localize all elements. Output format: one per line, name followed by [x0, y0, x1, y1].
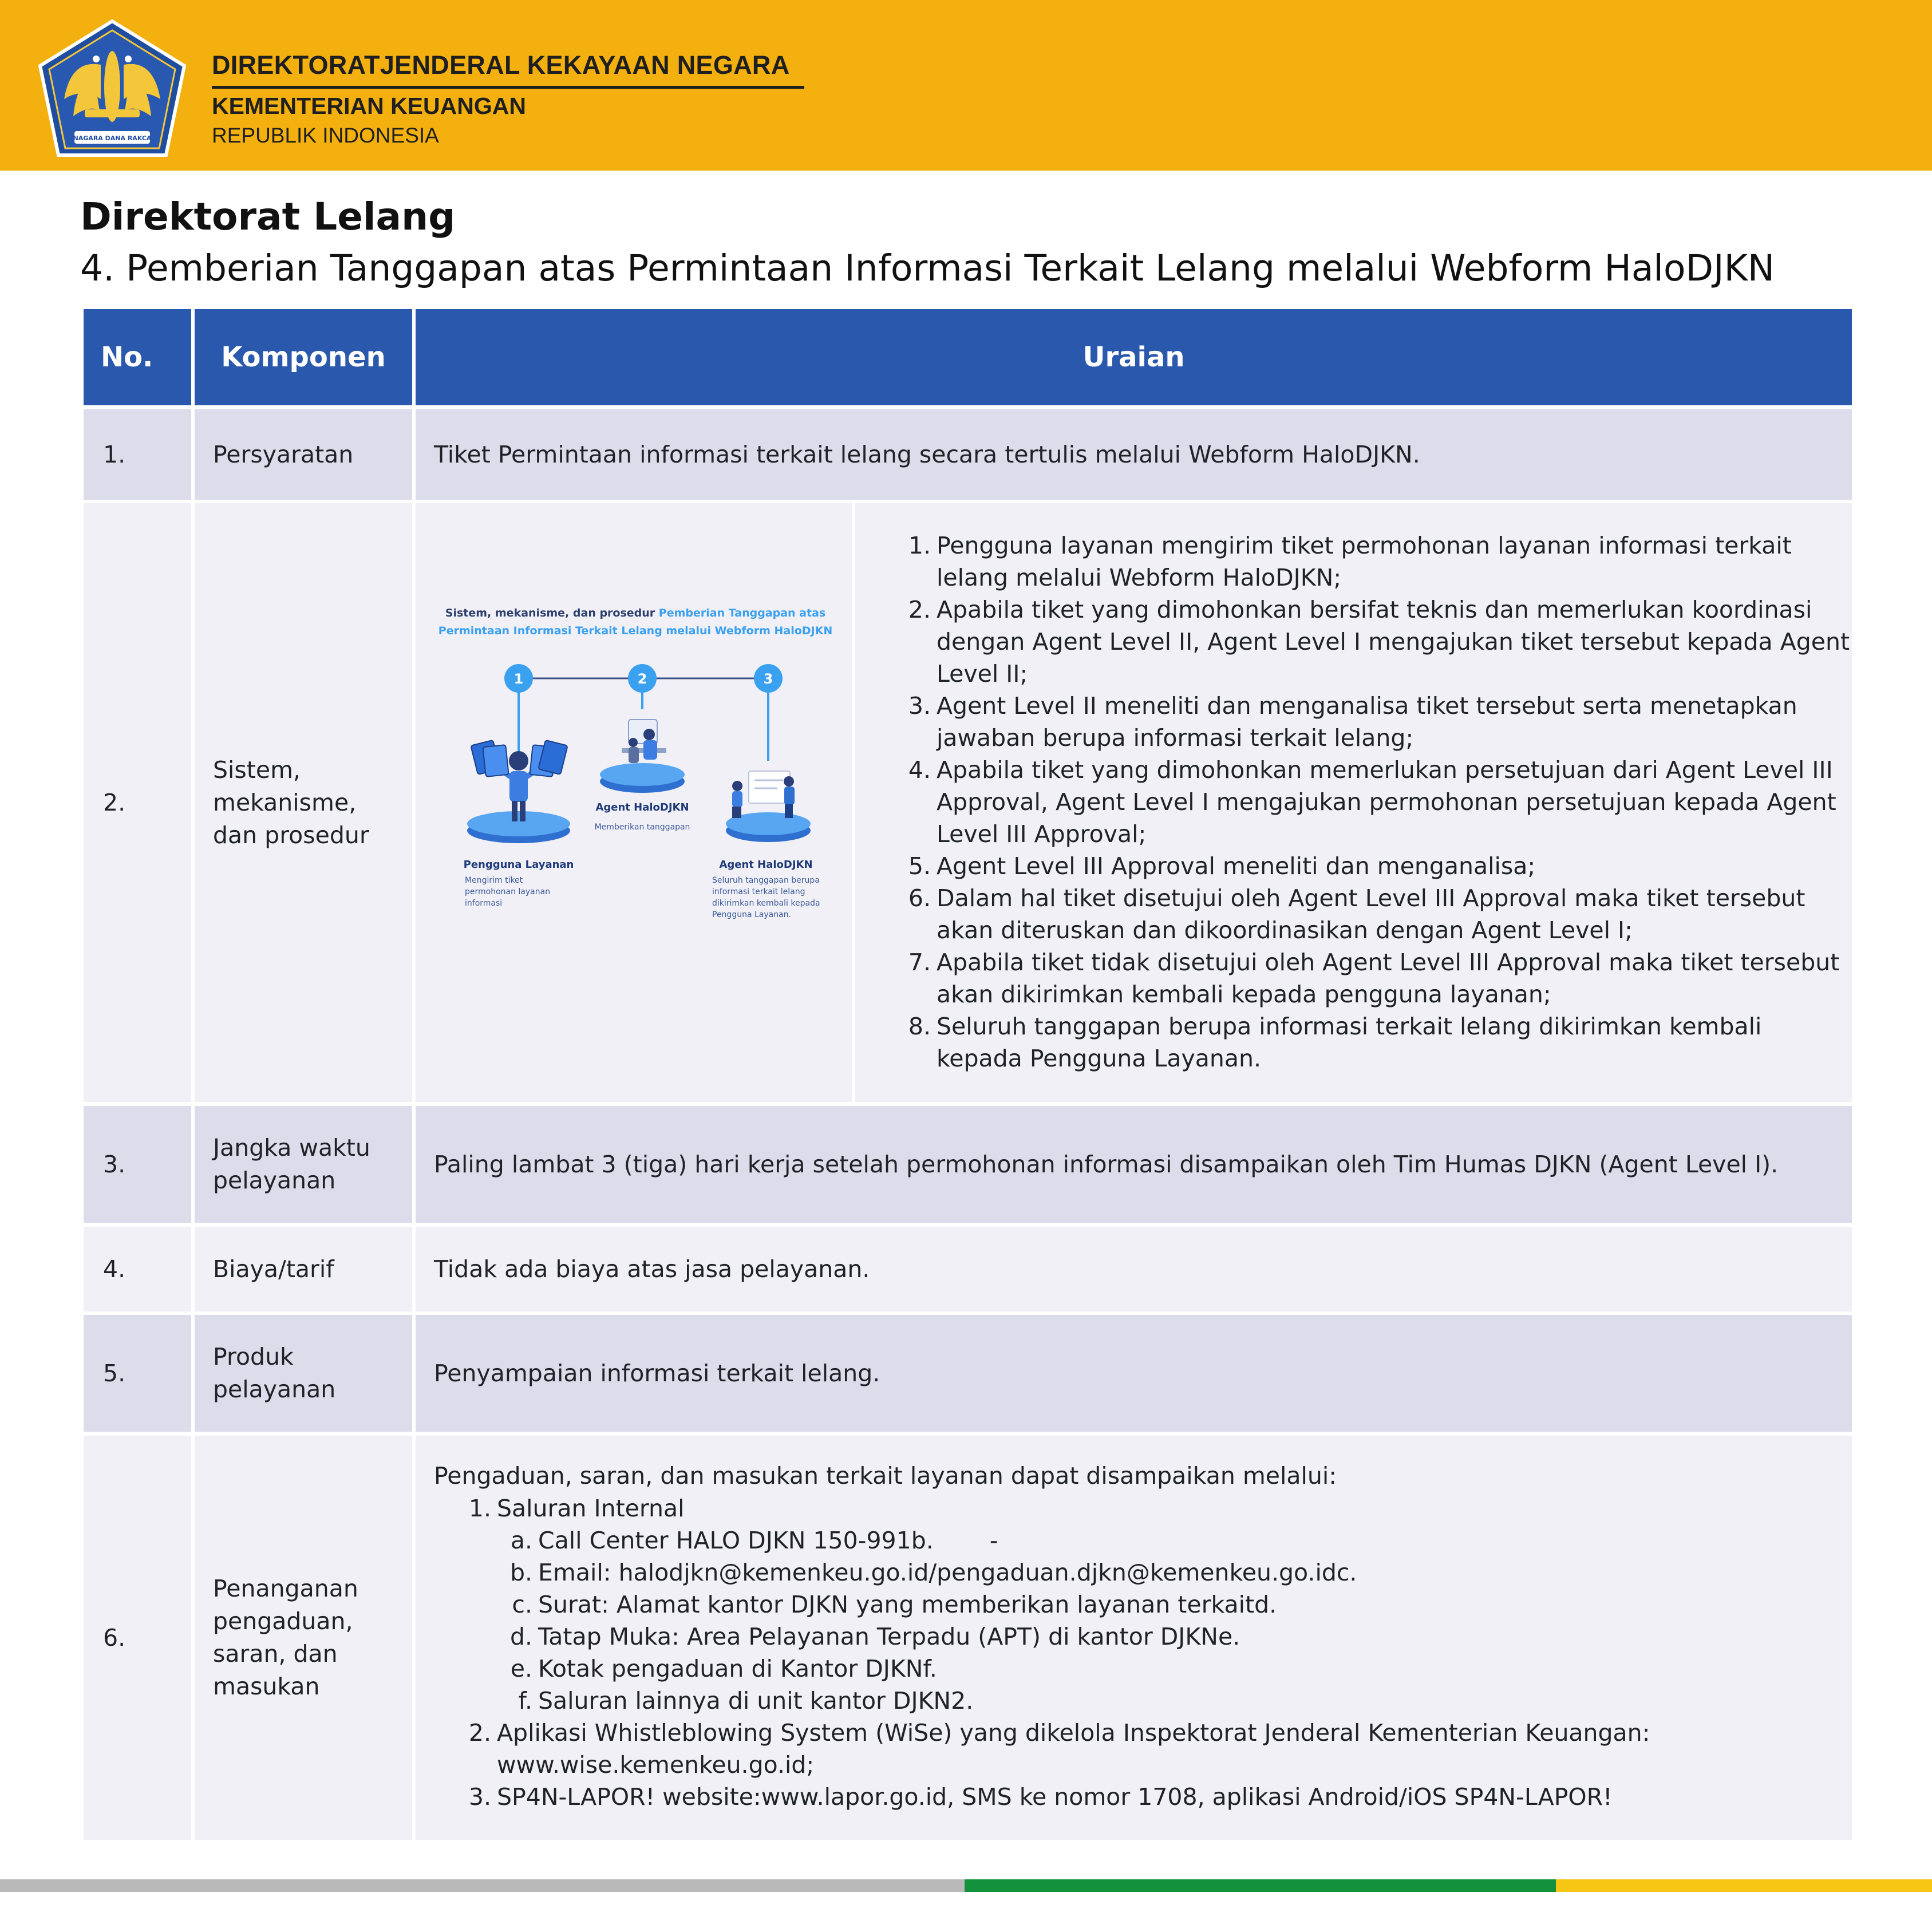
actor1-desc1: Mengirim tiket	[465, 876, 523, 885]
country-name: REPUBLIK INDONESIA	[212, 124, 439, 147]
agent-desk-illustration	[600, 720, 685, 793]
row4-component: Biaya/tarif	[195, 1227, 412, 1311]
complaint-channels	[434, 1492, 1852, 1813]
internal-channel-list	[497, 1524, 1852, 1717]
service-title: 4. Pemberian Tanggapan atas Permintaan Informasi Terkait Lelang melalui Webform HaloDJKN	[80, 247, 1775, 289]
procedure-step: 8. Seluruh tanggapan berupa informasi terkait lelang dikirimkan kembali kepada Pengguna Layanan.	[908, 1013, 1762, 1072]
procedure-step: 6. Dalam hal tiket disetujui oleh Agent Level III Approval maka tiket tersebut akan diteruskan dan dikoordinasikan dengan Agent Level I;	[908, 884, 1805, 944]
row3-no: 3.	[84, 1106, 191, 1223]
row4-description: Tidak ada biaya atas jasa pelayanan.	[416, 1227, 1852, 1311]
row1-no: 1.	[84, 409, 191, 500]
actor3-desc2: informasi terkait lelang	[712, 887, 805, 896]
col-header-component	[195, 309, 412, 405]
channel-wise: 2. Aplikasi Whistleblowing System (WiSe) yang dikelola Inspektorat Jenderal Kementerian Keuangan: www.wise.kemenkeu.go.id;	[468, 1718, 1650, 1779]
actor2-desc: Memberikan tanggapan	[594, 823, 690, 832]
internal-channel-item: a. Call Center HALO DJKN 150-991b. -	[510, 1526, 998, 1554]
actor3-desc4: Pengguna Layanan.	[712, 910, 791, 919]
row5-no: 5.	[84, 1315, 191, 1432]
row3-description: Paling lambat 3 (tiga) hari kerja setelah permohonan informasi disampaikan oleh Tim Humas DJKN (Agent Level I).	[416, 1106, 1852, 1223]
actor3-desc1: Seluruh tanggapan berupa	[712, 876, 820, 885]
col-header-description	[416, 309, 1852, 405]
procedure-steps	[908, 530, 1852, 1074]
col-header-description-label: Uraian	[1082, 341, 1185, 373]
col-header-no	[84, 309, 191, 405]
complaint-channels-cell	[416, 1436, 1852, 1840]
kemenkeu-logo	[37, 19, 188, 159]
step-2-label: 2	[637, 671, 647, 687]
agent-presenting-illustration	[726, 771, 811, 842]
actor1-name: Pengguna Layanan	[463, 859, 574, 871]
procedure-diagram	[416, 503, 852, 1102]
actor3-desc3: dikirimkan kembali kepada	[712, 899, 820, 908]
actor3-name: Agent HaloDJKN	[719, 859, 813, 871]
footer-stripe-gray	[0, 1879, 965, 1892]
svg-text:Sistem, mekanisme, dan prosedu	[445, 607, 825, 619]
procedure-step: 1. Pengguna layanan mengirim tiket permohonan layanan informasi terkait lelang melalui Webform HaloDJKN;	[908, 532, 1792, 591]
step-1-label: 1	[513, 671, 524, 687]
channel-lapor: 3. SP4N-LAPOR! website:www.lapor.go.id, SMS ke nomor 1708, aplikasi Android/iOS SP4N-LAPOR!	[468, 1783, 1613, 1811]
diagram-title-dark: Sistem, mekanisme, dan prosedur	[445, 607, 659, 619]
actor1-desc3: informasi	[465, 899, 503, 908]
diagram-title-blue2: Permintaan Informasi Terkait Lelang melalui Webform HaloDJKN	[438, 625, 833, 637]
internal-channel-item: c. Surat: Alamat kantor DJKN yang memberikan layanan terkaitd.	[512, 1590, 1277, 1618]
internal-channel-item: d. Tatap Muka: Area Pelayanan Terpadu (APT) di kantor DJKNe.	[509, 1622, 1240, 1650]
row2-no: 2.	[84, 503, 191, 1102]
row1-description: Tiket Permintaan informasi terkait lelang secara tertulis melalui Webform HaloDJKN.	[416, 409, 1852, 500]
actor2-name: Agent HaloDJKN	[595, 801, 689, 813]
ministry-name: KEMENTERIAN KEUANGAN	[212, 93, 526, 119]
internal-channel-item: f. Saluran lainnya di unit kantor DJKN2.	[518, 1686, 974, 1714]
row6-no: 6.	[84, 1436, 191, 1840]
row4-no: 4.	[84, 1227, 191, 1311]
row3-component: Jangka waktu pelayanan	[195, 1106, 412, 1223]
row1-component: Persyaratan	[195, 409, 412, 500]
directorate-title: Direktorat Lelang	[80, 195, 456, 239]
diagram-title-blue1: Pemberian Tanggapan atas	[658, 607, 826, 619]
procedure-step: 7. Apabila tiket tidak disetujui oleh Agent Level III Approval maka tiket tersebut akan dikirimkan kembali kepada pengguna layanan;	[908, 949, 1840, 1008]
row5-component: Produk pelayanan	[195, 1315, 412, 1432]
procedure-step: 2. Apabila tiket yang dimohonkan bersifat teknis dan memerlukan koordinasi dengan Agent Level II, Agent Level I mengajukan tiket tersebut kepada Agent Level II;	[908, 596, 1850, 688]
complaint-intro: Pengaduan, saran, dan masukan terkait layanan dapat disampaikan melalui:	[434, 1462, 1337, 1490]
internal-channel-item: e. Kotak pengaduan di Kantor DJKNf.	[510, 1654, 937, 1682]
footer-stripe-yellow	[1556, 1879, 1932, 1892]
actor1-desc2: permohonan layanan	[465, 887, 551, 896]
logo-motto: NAGARA DANA RAKCA	[73, 135, 152, 142]
col-header-component-label: Komponen	[221, 341, 386, 373]
row5-description: Penyampaian informasi terkait lelang.	[416, 1315, 1852, 1432]
user-illustration	[467, 740, 570, 843]
procedure-diagram-cell	[416, 503, 852, 1102]
procedure-step: 4. Apabila tiket yang dimohonkan memerlukan persetujuan dari Agent Level III Approval, Agent Level I mengajukan permohonan persetujuan kepada Agent Level III Approval;	[908, 756, 1836, 848]
procedure-step: 5. Agent Level III Approval meneliti dan menganalisa;	[908, 852, 1536, 880]
org-divider	[212, 86, 804, 89]
internal-channel-item: b. Email: halodjkn@kemenkeu.go.id/pengaduan.djkn@kemenkeu.go.idc.	[509, 1558, 1357, 1586]
row6-component: Penanganan pengaduan, saran, dan masukan	[195, 1436, 412, 1840]
col-header-no-label: No.	[101, 341, 153, 373]
footer-stripe-green	[965, 1879, 1556, 1892]
procedure-steps-cell	[855, 503, 1852, 1102]
org-name: DIREKTORATJENDERAL KEKAYAAN NEGARA	[212, 50, 790, 80]
channel-internal: 1. Saluran Internal a. Call Center HALO DJKN 150-991b. - b. Email: halodjkn@kemenkeu.go.id/pengaduan.djkn@kemenkeu.go.idc. c. Surat: Alamat kantor DJKN yang memberikan layanan terkaitd. d. Tatap Muka: Area Pelayanan Terpadu (APT) di kantor DJKNe. e. Kotak pengaduan di Kantor DJKNf. f. Saluran lainnya di unit kantor DJKN2.	[474, 1492, 1852, 1717]
procedure-step: 3. Agent Level II meneliti dan menganalisa tiket tersebut serta menetapkan jawaban berupa informasi terkait lelang;	[908, 692, 1797, 752]
step-3-label: 3	[763, 671, 773, 687]
row2-component: Sistem, mekanisme, dan prosedur	[195, 503, 412, 1102]
